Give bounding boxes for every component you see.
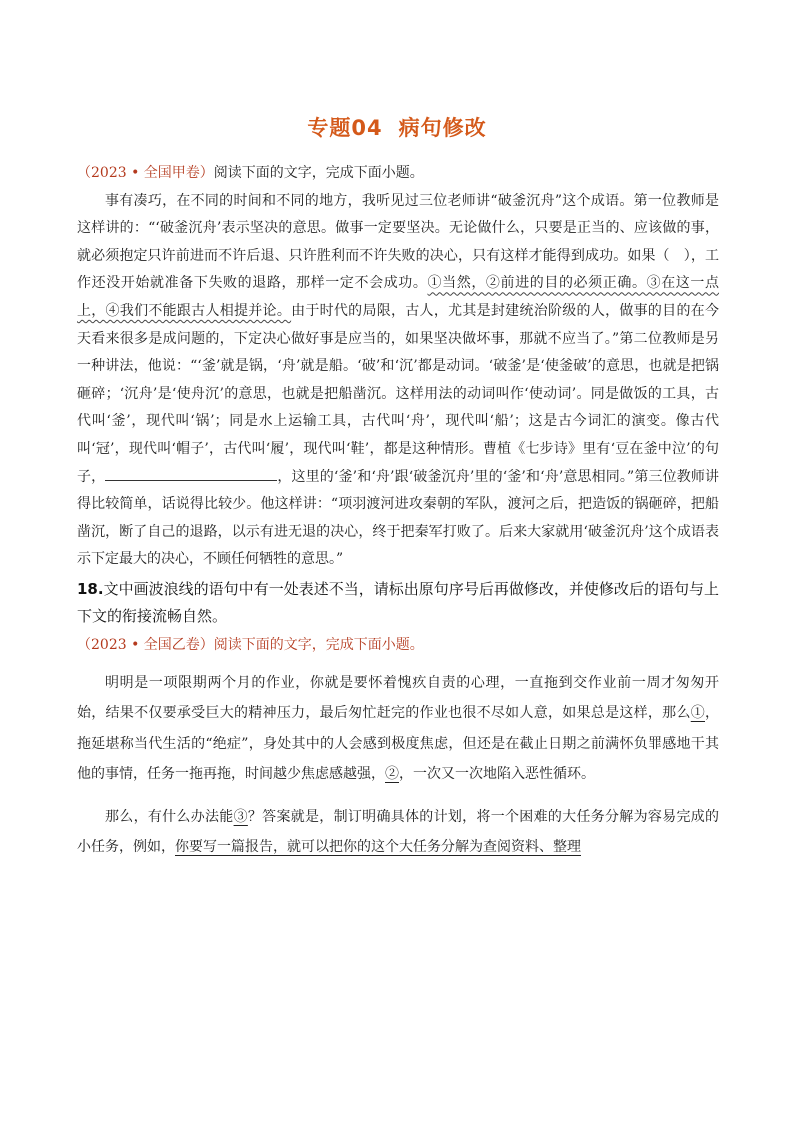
section2-paragraph-2 <box>77 802 719 863</box>
question-18-text: 文中画波浪线的语句中有一处表述不当，请标出原句序号后再做修改，并使修改后的语句与上下文的衔接流畅自然。 <box>77 579 719 625</box>
question-18 <box>77 576 719 630</box>
section2-instruction: 阅读下面的文字，完成下面小题。 <box>213 636 424 653</box>
para1-part-c: ，一次又一次地陷入恶性循环。 <box>399 766 595 782</box>
title-name: 病句修改 <box>398 116 487 140</box>
para2-part-a: 那么，有什么办法能 <box>105 808 234 825</box>
page-title <box>0 112 794 142</box>
wavy-underlined-sentence: ①当然，②前进的目的必须正确。③在这一点上，④我们不能跟古人相提并论。 <box>77 275 720 319</box>
passage1-part-a: 事有凑巧，在不同的时间和不同的地方，我听见过三位老师讲“破釜沉舟”这个成语。第一位教师是这样讲的：“‘破釜沉舟’表示坚决的意思。做事一定要坚决。无论做什么，只要是正当的、应该做的事，就必须抱定只许前进而不许后退、只许胜利而不许失败的决心，只有这样才能得到成功。如果（ ），工作还没开始就准备下失败的退路，那样一定不会成功。 <box>77 192 719 292</box>
section1-header <box>77 160 719 188</box>
fill-blank-line <box>105 466 277 481</box>
title-prefix: 专题 <box>307 116 352 140</box>
passage1-part-c: ，这里的‘釜’和‘舟’跟‘破釜沉舟’里的‘釜’和‘舟’意思相同。”第三位教师讲得比较简单，话说得比较少。他这样讲：“项羽渡河进攻秦朝的军队，渡河之后，把造饭的锅砸碎，把船凿沉，断了自己的退路，以示有进无退的决心，终于把秦军打败了。后来大家就用‘破釜沉舟’这个成语表示下定最大的决心，不顾任何牺牲的意思。” <box>77 468 719 568</box>
para1-part-b: ，拖延堪称当代生活的“绝症”，身处其中的人会感到极度焦虑，但还是在截止日期之前满怀负罪感地干其他的事情，任务一拖再拖，时间越少焦虑感越强， <box>77 705 720 782</box>
section1-instruction: 阅读下面的文字，完成下面小题。 <box>213 165 424 181</box>
question-18-number: 18. <box>77 579 104 598</box>
document-body <box>77 160 719 863</box>
passage1-part-b: 由于时代的局限，古人，尤其是封建统治阶级的人，做事的目的在今天看来很多是成问题的，下定决心做好事是应当的，如果坚决做坏事，那就不应当了。”第二位教师是另一种讲法，他说：“‘釜’就是锅，‘舟’就是船。‘破’和‘沉’都是动词。‘破釜’是‘使釜破’的意思，也就是把锅砸碎；‘沉舟’是‘使舟沉’的意思，也就是把船凿沉。这样用法的动词叫作‘使动词’。同是做饭的工具，古代叫‘釜’，现代叫‘锅’；同是水上运输工具，古代叫‘舟’，现代叫‘船’；这是古今词汇的演变。像古代叫‘冠’，现代叫‘帽子’，古代叫‘履’，现代叫‘鞋’，都是这种情形。曹植《七步诗》里有‘豆在釜中泣’的句子， <box>77 302 720 485</box>
section2-source: （2023 • 全国乙卷） <box>77 636 214 653</box>
section2-header <box>77 632 719 660</box>
blank-1: ① <box>690 705 706 721</box>
title-number: 04 <box>351 116 383 140</box>
section2-paragraph-1 <box>77 668 719 790</box>
section1-source: （2023 • 全国甲卷） <box>77 165 214 181</box>
section1-passage <box>77 188 719 574</box>
blank-3: ③ <box>233 808 248 825</box>
blank-2: ② <box>385 766 399 782</box>
para1-part-a: 明明是一项限期两个月的作业，你就是要怀着愧疚自责的心理，一直拖到交作业前一周才匆匆开始，结果不仅要承受巨大的精神压力，最后匆忙赶完的作业也很不尽如人意，如果总是这样，那么 <box>77 674 719 721</box>
para2-part-b: ？答案就是，制订明确具体的计划，将一个困难的大任务分解为容易完成的小任务，例如， <box>77 808 720 855</box>
underlined-example: 你要写一篇报告，就可以把你的这个大任务分解为查阅资料、整理 <box>175 839 581 855</box>
